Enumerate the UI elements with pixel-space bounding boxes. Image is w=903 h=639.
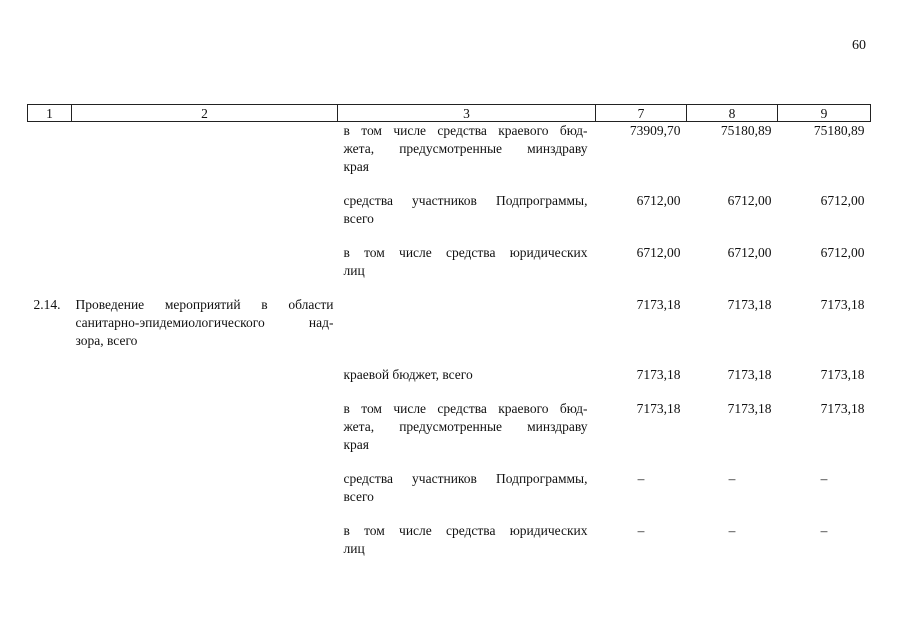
row-number [28, 122, 72, 193]
value-col-7: 6712,00 [636, 193, 681, 208]
value-col-7: – [637, 523, 645, 538]
source-line: края [343, 159, 370, 174]
source-line: жета, предусмотренные минздраву [343, 141, 588, 156]
row-number [28, 522, 72, 558]
value-col-9: 6712,00 [820, 245, 865, 260]
value-col-7: 7173,18 [636, 367, 681, 382]
row-number [28, 244, 72, 296]
name-line: зора, всего [75, 333, 138, 348]
value-col-8: 6712,00 [727, 193, 772, 208]
name-line: Проведение мероприятий в области [75, 297, 334, 312]
table-row [28, 192, 871, 244]
row-name [72, 192, 338, 244]
row-number [28, 366, 72, 400]
table-row [28, 366, 871, 400]
source-line: средства участников Подпрограммы, [343, 471, 588, 486]
source-line: всего [343, 211, 374, 226]
value-col-7: 7173,18 [636, 297, 681, 312]
header-col-7: 7 [596, 105, 687, 122]
row-name [72, 366, 338, 400]
source-line: края [343, 437, 370, 452]
table-row [28, 522, 871, 558]
budget-table [27, 104, 871, 558]
source-line: всего [343, 489, 374, 504]
row-name [72, 244, 338, 296]
row-funding-source [338, 244, 596, 296]
table-row [28, 400, 871, 470]
value-col-8: 75180,89 [720, 123, 772, 138]
row-funding-source [338, 400, 596, 470]
value-col-9: 7173,18 [820, 297, 865, 312]
row-number [28, 470, 72, 522]
table-row [28, 470, 871, 522]
value-col-8: 7173,18 [727, 367, 772, 382]
header-col-9: 9 [778, 105, 871, 122]
table-row [28, 244, 871, 296]
page-number: 60 [852, 38, 866, 53]
table-row [28, 296, 871, 366]
row-number: 2.14. [33, 297, 61, 312]
table-row [28, 122, 871, 193]
value-col-7: 6712,00 [636, 245, 681, 260]
source-line: в том числе средства юридических [343, 523, 588, 538]
value-col-8: 6712,00 [727, 245, 772, 260]
source-line: в том числе средства краевого бюд- [343, 401, 588, 416]
source-line: лиц [343, 263, 365, 278]
source-line: в том числе средства юридических [343, 245, 588, 260]
row-funding-source [338, 122, 596, 193]
value-col-9: 75180,89 [813, 123, 865, 138]
value-col-7: 73909,70 [629, 123, 681, 138]
row-number [28, 400, 72, 470]
row-name [72, 522, 338, 558]
source-line: в том числе средства краевого бюд- [343, 123, 588, 138]
header-col-1: 1 [28, 105, 72, 122]
value-col-9: 6712,00 [820, 193, 865, 208]
value-col-9: – [820, 523, 828, 538]
row-funding-source [338, 366, 596, 400]
source-line: лиц [343, 541, 365, 556]
name-line: санитарно-эпидемиологического над- [75, 315, 334, 330]
table-body [28, 122, 871, 559]
row-name [72, 400, 338, 470]
row-name [72, 470, 338, 522]
header-col-2: 2 [72, 105, 338, 122]
row-funding-source [338, 522, 596, 558]
value-col-8: 7173,18 [727, 297, 772, 312]
row-name [72, 122, 338, 193]
value-col-8: 7173,18 [727, 401, 772, 416]
value-col-8: – [728, 471, 736, 486]
header-col-8: 8 [687, 105, 778, 122]
header-col-3: 3 [338, 105, 596, 122]
source-line: жета, предусмотренные минздраву [343, 419, 588, 434]
table-header-row [28, 105, 871, 122]
value-col-8: – [728, 523, 736, 538]
value-col-7: 7173,18 [636, 401, 681, 416]
row-funding-source [338, 192, 596, 244]
source-line: краевой бюджет, всего [343, 367, 473, 382]
row-funding-source [338, 296, 596, 366]
row-funding-source [338, 470, 596, 522]
row-number [28, 192, 72, 244]
row-name [72, 296, 338, 366]
value-col-9: – [820, 471, 828, 486]
value-col-9: 7173,18 [820, 367, 865, 382]
source-line: средства участников Подпрограммы, [343, 193, 588, 208]
value-col-9: 7173,18 [820, 401, 865, 416]
value-col-7: – [637, 471, 645, 486]
